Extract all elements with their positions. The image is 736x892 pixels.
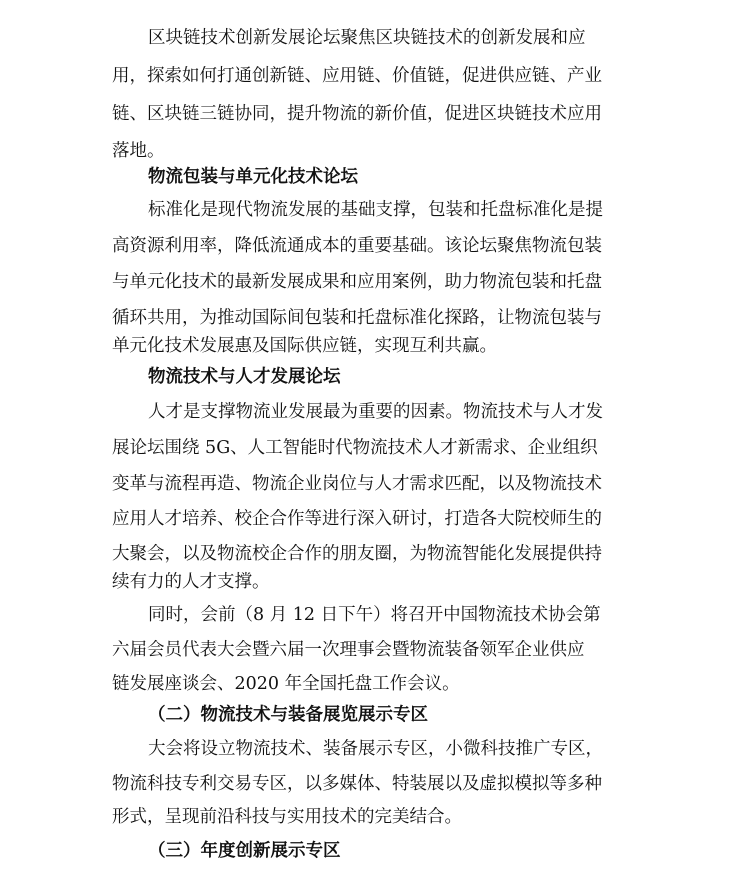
paragraph-line: 变革与流程再造、物流企业岗位与人才需求匹配，以及物流技术 <box>112 474 602 494</box>
paragraph-line: 区块链技术创新发展论坛聚焦区块链技术的创新发展和应 <box>148 28 586 48</box>
subsection-heading: （二）物流技术与装备展览展示专区 <box>148 705 428 725</box>
paragraph-line: 应用人才培养、校企合作等进行深入研讨，打造各大院校师生的 <box>112 509 602 529</box>
paragraph-line: 大会将设立物流技术、装备展示专区，小微科技推广专区， <box>148 739 603 759</box>
paragraph-line: 高资源利用率，降低流通成本的重要基础。该论坛聚焦物流包装 <box>112 236 602 256</box>
paragraph-line: 形式，呈现前沿科技与实用技术的完美结合。 <box>112 807 462 827</box>
paragraph-line: 链、区块链三链协同，提升物流的新价值，促进区块链技术应用 <box>112 104 602 124</box>
paragraph-line: 循环共用，为推动国际间包装和托盘标准化探路，让物流包装与 <box>112 308 602 328</box>
paragraph-line: 六届会员代表大会暨六届一次理事会暨物流装备领军企业供应 <box>112 640 585 660</box>
subsection-heading: （三）年度创新展示专区 <box>148 841 341 861</box>
paragraph-line: 物流科技专利交易专区，以多媒体、特装展以及虚拟模拟等多种 <box>112 774 602 794</box>
paragraph-line: 与单元化技术的最新发展成果和应用案例，助力物流包装和托盘 <box>112 272 602 292</box>
paragraph-line: 人才是支撑物流业发展最为重要的因素。物流技术与人才发 <box>148 402 603 422</box>
paragraph-line: 用，探索如何打通创新链、应用链、价值链，促进供应链、产业 <box>112 66 602 86</box>
paragraph-line: 链发展座谈会、2020 年全国托盘工作会议。 <box>112 674 460 694</box>
paragraph-line: 续有力的人才支撑。 <box>112 572 270 592</box>
paragraph-line: 展论坛围绕 5G、人工智能时代物流技术人才新需求、企业组织 <box>112 438 598 458</box>
paragraph-line: 大聚会，以及物流校企合作的朋友圈，为物流智能化发展提供持 <box>112 544 602 564</box>
paragraph-line: 单元化技术发展惠及国际供应链，实现互利共赢。 <box>112 336 497 356</box>
section-heading: 物流技术与人才发展论坛 <box>148 367 341 387</box>
paragraph-line: 标准化是现代物流发展的基础支撑，包装和托盘标准化是提 <box>148 200 603 220</box>
paragraph-line: 落地。 <box>112 141 165 161</box>
section-heading: 物流包装与单元化技术论坛 <box>148 167 358 187</box>
paragraph-line: 同时，会前（8 月 12 日下午）将召开中国物流技术协会第 <box>148 605 601 625</box>
